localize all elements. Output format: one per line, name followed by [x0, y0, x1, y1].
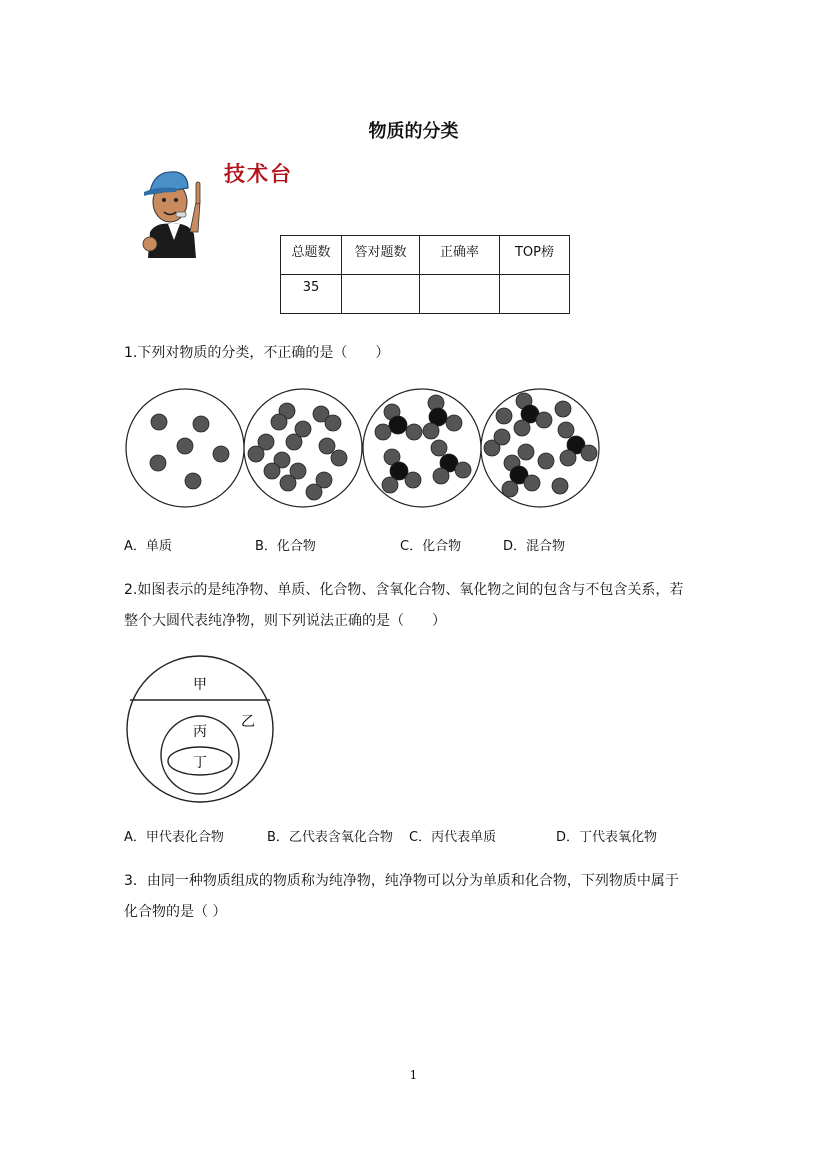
question-1-particle-diagrams: [120, 385, 610, 513]
venn-label-jia: 甲: [193, 677, 207, 693]
teacher-pointing-icon: [136, 162, 208, 260]
question-1-option-a[interactable]: A．单质: [124, 539, 172, 554]
question-2-venn-diagram: [122, 655, 282, 805]
particles-a: [150, 414, 229, 489]
particles-c: [375, 395, 471, 493]
page-number: 1: [409, 1068, 418, 1082]
particles-d: [484, 393, 597, 497]
question-1-option-b[interactable]: B．化合物: [255, 539, 316, 554]
question-2-text-line-1: 2.如图表示的是纯净物、单质、化合物、含氧化合物、氧化物之间的包含与不包含关系，若: [124, 582, 684, 598]
score-header-total: 总题数: [281, 236, 342, 275]
question-2-option-d[interactable]: D．丁代表氧化物: [556, 830, 658, 845]
score-value-top[interactable]: [500, 275, 570, 314]
score-header-top: TOP榜: [500, 236, 570, 275]
score-value-correct[interactable]: [342, 275, 420, 314]
page-title: 物质的分类: [368, 121, 459, 142]
question-3-text-line-2: 化合物的是（ ）: [124, 904, 227, 920]
particle-box-c: [363, 389, 481, 507]
question-3-text-line-1: 3．由同一种物质组成的物质称为纯净物，纯净物可以分为单质和化合物，下列物质中属于: [124, 873, 679, 889]
question-1-option-c[interactable]: C．化合物: [400, 539, 462, 554]
question-2-option-b[interactable]: B．乙代表含氧化合物: [267, 830, 393, 845]
question-2-option-a[interactable]: A．甲代表化合物: [124, 830, 224, 845]
banner-title: 技术台: [224, 161, 293, 186]
particles-b: [248, 403, 347, 500]
venn-label-bing: 丙: [193, 724, 207, 740]
score-value-rate[interactable]: [420, 275, 500, 314]
question-1-text: 1.下列对物质的分类，不正确的是（ ）: [124, 345, 390, 361]
venn-label-ding: 丁: [193, 755, 207, 771]
venn-label-yi: 乙: [241, 714, 255, 730]
score-header-correct: 答对题数: [342, 236, 420, 275]
score-header-rate: 正确率: [420, 236, 500, 275]
question-2-text-line-2: 整个大圆代表纯净物，则下列说法正确的是（ ）: [124, 613, 446, 629]
question-1-option-d[interactable]: D．混合物: [503, 539, 566, 554]
score-table: [280, 235, 570, 314]
score-value-total: 35: [281, 275, 342, 314]
question-2-option-c[interactable]: C．丙代表单质: [409, 830, 497, 845]
